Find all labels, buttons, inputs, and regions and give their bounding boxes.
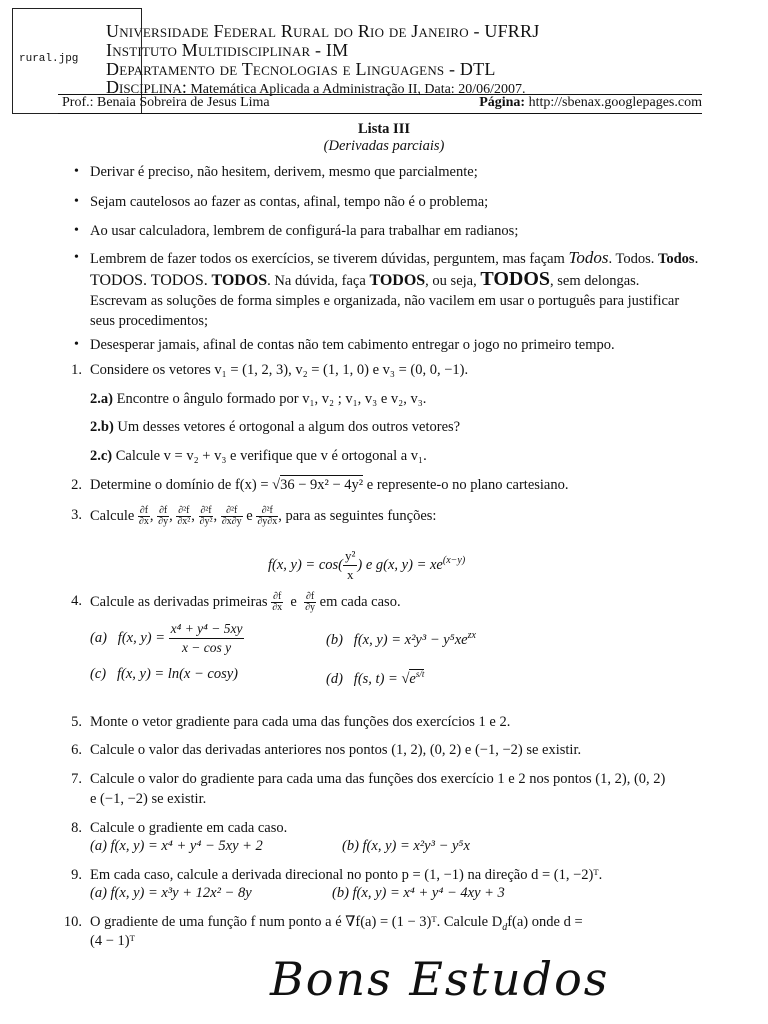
question-6: 6. Calcule o valor das derivadas anteriores nos pontos (1, 2), (0, 2) e (−1, −2) se existir. [71,742,582,758]
date: Data: 20/06/2007. [424,82,526,97]
question-9a: (a) f(x, y) = x³y + 12x² − 8y [90,885,252,901]
page-label: Página: [479,95,526,110]
question-8: 8. Calcule o gradiente em cada caso. [71,820,288,836]
question-3-equation: f(x, y) = cos( $\frac{\text{y²}}{x}$ ) e g(x, $y) = xe^{(x-y)}$ [268,548,466,582]
closing-signature: Bons Estudos [270,952,610,1006]
header-rule-bottom [58,113,702,114]
question-4a: (a) f(x, y) = $\frac{\text{x⁴ + y⁴ − 5xy}}{\text{x − cos y}}$ [90,621,243,655]
bullet-2: • Sejam cautelosos ao fazer as contas, afinal, tempo não é o problema; [90,193,488,211]
discipline-value: Matemática Aplicada a Administração II, [190,82,421,97]
question-7: 7. Calcule o valor do gradiente para cada uma das funções dos exercício 1 e 2 nos pontos (1, 2), (0, 2) [71,771,666,787]
question-8b: (b) f(x, y) = x²y³ − y⁵x [342,838,470,854]
question-3: 3. Calcule $\frac{\partial f}{\partial x}$ , $\frac{\partial f}{\partial y}$ , $\frac{\text{∂²f}}{\text{∂x²}}$ , $\frac{\text{∂²f}}{\text{∂y²}}$ , $\frac{\text{∂²f}}{\partial x\partial y}$ e $\frac{\text{∂²f}}{\partial y\partial x}$ , para as seguintes funções: [71,505,437,527]
page-url[interactable]: http://sbenax.googlepages.com [528,95,702,110]
question-10: 10. O gradiente de uma função f num ponto a é ∇f(a) = (1 − 3)ᵀ. Calcule $D_df(a)$ onde d = [63,914,583,933]
page-link[interactable] [479,95,702,111]
question-4: 4. Calcule as derivadas primeiras $\frac{\partial f}{\partial x}$ e $\frac{\partial f}{\partial y}$ em cada caso. [71,591,401,613]
question-4c: (c) f(x, y) = ln(x − cosy) [90,666,238,682]
question-1: 1. Considere os vetores v₁ = (1, 2, 3), v₂ = (1, 1, 0) e v₃ = (0, 0, −1). [71,362,469,378]
question-4d: (d) f(s, $t) = √e^{s/t}$ [326,669,425,687]
question-2: 2. Determine o domínio de f(x) = √36 − 9x² − 4y² e represente-o no plano cartesiano. [71,477,569,493]
discipline-label: Disciplina: [106,77,187,97]
question-10-cont: (4 − 1)ᵀ [90,933,135,949]
department-name: Departamento de Tecnologias e Linguagens - DTL [106,59,496,79]
university-name: Universidade Federal Rural do Rio de Janeiro - UFRRJ [106,21,540,41]
question-8a: (a) f(x, y) = x⁴ + y⁴ − 5xy + 2 [90,838,263,854]
question-4b: (b) f(x, $y) = x^2y^3 - y^5xe^{zx}$ [326,630,476,648]
bullet-3: • Ao usar calculadora, lembrem de configurá-la para trabalhar em radianos; [90,222,518,240]
question-1a: 2.a) Encontre o ângulo formado por v₁, v₂ ; v₁, v₃ e v₂, v₃. [90,391,427,407]
question-1b: 2.b) Um desses vetores é ortogonal a algum dos outros vetores? [90,419,461,435]
logo-label: rural.jpg [19,53,79,65]
question-7-cont: e (−1, −2) se existir. [90,791,207,807]
question-9b: (b) f(x, y) = x⁴ + y⁴ − 4xy + 3 [332,885,505,901]
bullet-1: • Derivar é preciso, não hesitem, derivem, mesmo que parcialmente; [90,163,478,181]
bullet-5: • Desesperar jamais, afinal de contas não tem cabimento entregar o jogo no primeiro tempo. [90,336,615,354]
question-1c: 2.c) Calcule v = v₂ + v₃ e verifique que v é ortogonal a v₁. [90,448,427,464]
professor: Prof.: Benaia Sobreira de Jesus Lima [62,95,270,110]
question-9: 9. Em cada caso, calcule a derivada direcional no ponto p = (1, −1) na direção d = (1, −2)ᵀ. [71,867,603,883]
list-subtitle: (Derivadas parciais) [323,138,445,154]
institute-name: Instituto Multidisciplinar - IM [106,40,349,60]
list-title: Lista III [358,121,410,137]
question-5: 5. Monte o vetor gradiente para cada uma das funções dos exercícios 1 e 2. [71,714,511,730]
bullet-4: • Lembrem de fazer todos os exercícios, se tiverem dúvidas, perguntem, mas façam Todos. Todos. Todos. TODOS. TODOS. TODOS. Na dúvida, faça TODOS, ou seja, TODOS, sem delongas. Escrevam as soluções de forma simples e organizada, não vacilem em usar o português para justificar seus procedimentos; [90,248,700,331]
